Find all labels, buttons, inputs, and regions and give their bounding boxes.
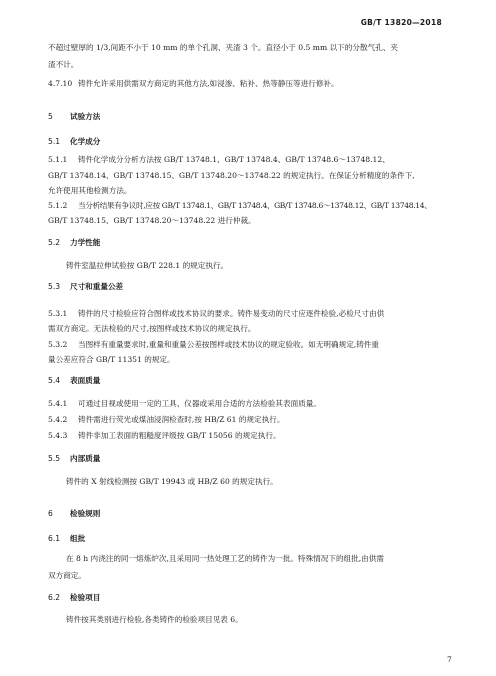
clause-text: 铸件化学成分分析方法按 GB/T 13748.1、GB/T 13748.4、GB/T 13748.6～13748.12、 <box>78 155 390 164</box>
section-number: 5.4 <box>48 376 61 385</box>
paragraph-line: 在 8 h 内浇注的同一熔炼炉次,且采用同一热处理工艺的铸件为一批。特殊情况下的组批,由供需 <box>66 554 384 563</box>
clause-5-3-2 <box>48 339 379 350</box>
section-title: 内部质量 <box>70 454 101 463</box>
section-title: 组批 <box>70 534 86 543</box>
section-5-4-heading <box>48 375 100 386</box>
section-title: 力学性能 <box>70 238 101 247</box>
section-number: 5.2 <box>48 238 61 247</box>
clause-5-4-3 <box>48 430 281 441</box>
page-number: 7 <box>447 655 452 664</box>
clause-text: 当图样有重量要求时,重量和重量公差按图样或技术协议的规定验收。如无明确规定,铸件重 <box>78 340 379 349</box>
clause-text: 铸件需进行荧光或煤油浸润检查时,按 HB/Z 61 的规定执行。 <box>78 415 285 424</box>
clause-4-7-10 <box>48 78 339 89</box>
paragraph-line: 铸件的 X 射线检测按 GB/T 19943 或 HB/Z 60 的规定执行。 <box>66 477 278 486</box>
section-number: 6.2 <box>48 593 61 602</box>
clause-text: 可通过目视或使用一定的工具、仪器或采用合适的方法检验其表面质量。 <box>78 399 321 408</box>
paragraph-line: GB/T 13748.14、GB/T 13748.15、GB/T 13748.20～13748.22 的规定执行。在保证分析精度的条件下, <box>48 171 415 180</box>
section-title: 检验项目 <box>70 593 101 602</box>
section-number: 6.1 <box>48 534 61 543</box>
clause-number: 4.7.10 <box>48 79 73 88</box>
section-title: 尺寸和重量公差 <box>70 282 124 291</box>
clause-text: 铸件非加工表面的粗糙度评级按 GB/T 15056 的规定执行。 <box>78 431 281 440</box>
clause-5-4-1 <box>48 398 321 409</box>
section-title: 表面质量 <box>70 376 101 385</box>
section-number: 5 <box>48 112 53 121</box>
paragraph-line: 需双方商定。无法检验的尺寸,按图样或技术协议的规定执行。 <box>48 324 256 333</box>
clause-number: 5.3.1 <box>48 309 68 318</box>
paragraph-line: 不超过壁厚的 1/3,间距不小于 10 mm 的单个孔洞、夹渣 3 个。直径小于 0.5 mm 以下的分散气孔、夹 <box>48 43 398 52</box>
section-5-heading <box>48 111 100 122</box>
section-6-1-heading <box>48 533 85 544</box>
paragraph-line: 量公差应符合 GB/T 11351 的规定。 <box>48 355 175 364</box>
clause-text: 铸件的尺寸检验应符合图样或技术协议的要求。铸件易变动的尺寸应逐件检验,必检尺寸由供 <box>78 309 385 318</box>
paragraph-line: 双方商定。 <box>48 571 86 580</box>
section-6-heading <box>48 508 100 519</box>
clause-number: 5.4.2 <box>48 415 68 424</box>
clause-5-4-2 <box>48 414 284 425</box>
section-5-5-heading <box>48 453 100 464</box>
paragraph-line: 渣不计。 <box>48 60 79 69</box>
clause-number: 5.3.2 <box>48 340 68 349</box>
section-title: 试验方法 <box>70 112 101 121</box>
section-title: 化学成分 <box>70 137 101 146</box>
clause-number: 5.4.1 <box>48 399 68 408</box>
section-6-2-heading <box>48 592 100 603</box>
clause-5-1-2 <box>48 200 432 211</box>
section-number: 5.3 <box>48 282 61 291</box>
paragraph-line: 铸件按其类别进行检验,各类铸件的检验项目见表 6。 <box>66 615 243 624</box>
section-5-3-heading <box>48 281 123 292</box>
clause-text: 铸件允许采用供需双方商定的其他方法,如浸渗、粘补、热等静压等进行修补。 <box>78 79 339 88</box>
paragraph-line: 允许使用其他检测方法。 <box>48 186 132 195</box>
standard-code: GB/T 13820—2018 <box>360 18 442 27</box>
section-number: 5.1 <box>48 137 61 146</box>
section-number: 6 <box>48 509 53 518</box>
section-title: 检验规则 <box>70 509 101 518</box>
clause-text: 当分析结果有争议时,应按 GB/T 13748.1、GB/T 13748.4、GB/T 13748.6～13748.12、GB/T 13748.14、 <box>78 201 432 210</box>
paragraph-line: 铸件室温拉伸试验按 GB/T 228.1 的规定执行。 <box>66 261 229 270</box>
clause-5-3-1 <box>48 308 384 319</box>
clause-5-1-1 <box>48 154 390 165</box>
section-5-2-heading <box>48 237 100 248</box>
section-5-1-heading <box>48 136 100 147</box>
clause-number: 5.1.2 <box>48 201 68 210</box>
clause-number: 5.4.3 <box>48 431 68 440</box>
section-number: 5.5 <box>48 454 61 463</box>
paragraph-line: GB/T 13748.15、GB/T 13748.20～13748.22 进行仲裁。 <box>48 216 256 225</box>
clause-number: 5.1.1 <box>48 155 68 164</box>
